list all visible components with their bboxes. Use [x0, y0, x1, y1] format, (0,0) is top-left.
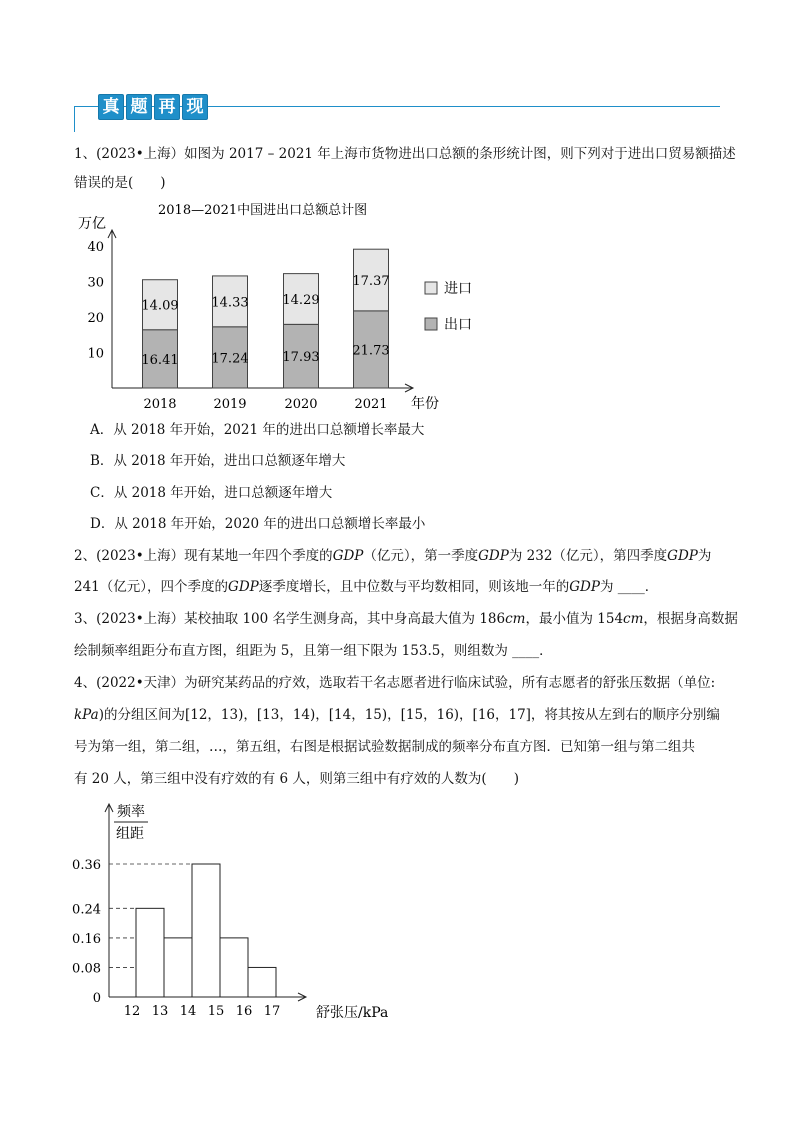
y-tick-label: 30 — [87, 275, 104, 291]
x-axis-label: 年份 — [411, 396, 439, 412]
x-tick-label: 17 — [263, 1004, 281, 1019]
data-label-import: 14.33 — [211, 295, 249, 311]
x-tick-label: 14 — [179, 1004, 197, 1019]
q3-text: 3、(2023•上海）某校抽取 100 名学生测身高，其中身高最大值为 186 — [74, 611, 506, 627]
q3-text: ，根据身高数据 — [643, 611, 738, 627]
x-tick-label: 16 — [235, 1004, 253, 1019]
q3-text: ，最小值为 154 — [525, 611, 624, 627]
banner-char: 再 — [154, 94, 180, 120]
q2-text: 逐季度增长，且中位数与平均数相同，则该地一年的 — [258, 579, 570, 595]
question-1-line-1: 1、(2023•上海）如图为 2017 – 2021 年上海市货物进出口总额的条形统计图，则下列对于进出口贸易额描述 — [74, 146, 736, 162]
x-tick-label: 13 — [151, 1004, 169, 1019]
y-tick-label: 20 — [87, 311, 104, 326]
banner-char: 题 — [126, 94, 152, 120]
y-tick-label: 0.36 — [72, 858, 101, 873]
question-1-line-2: 错误的是( ) — [74, 175, 166, 191]
q2-gdp: GDP — [478, 548, 509, 564]
y-tick-label: 40 — [87, 240, 104, 255]
banner-rule-corner — [74, 106, 98, 107]
y-axis-label: 万亿 — [78, 216, 106, 232]
origin-label: 0 — [92, 991, 101, 1006]
data-label-import: 14.29 — [282, 292, 320, 308]
question-4-line-2 — [74, 704, 720, 726]
histogram-bar — [136, 908, 164, 997]
histogram-bar — [192, 864, 220, 997]
histogram-bar — [220, 938, 248, 997]
y-tick-label: 0.08 — [72, 961, 101, 977]
q4-unit: kPa — [74, 707, 99, 723]
x-tick-label: 12 — [123, 1004, 141, 1019]
q2-text: 为 232（亿元），第四季度 — [508, 548, 668, 564]
q2-gdp: GDP — [332, 548, 364, 564]
banner-char: 现 — [182, 94, 208, 120]
banner-char: 真 — [98, 94, 124, 120]
x-tick-label: 2019 — [213, 397, 247, 412]
legend-label-import: 进口 — [444, 281, 472, 297]
question-4-line-4: 有 20 人，第三组中没有疗效的有 6 人，则第三组中有疗效的人数为( ) — [74, 771, 519, 787]
option-c[interactable]: C．从 2018 年开始，进口总额逐年增大 — [90, 485, 333, 501]
data-label-export: 17.24 — [211, 351, 249, 367]
legend-swatch-import — [425, 282, 437, 294]
question-2-line-2 — [74, 576, 658, 598]
question-2-line-1 — [74, 545, 711, 567]
q2-text: （亿元），第一季度 — [363, 548, 479, 564]
histogram-bar — [248, 967, 276, 997]
banner-rule-vertical — [74, 106, 75, 132]
data-label-export: 21.73 — [352, 343, 390, 359]
question-3-line-2: 绘制频率组距分布直方图，组距为 5，且第一组下限为 153.5，则组数为 ____． — [74, 643, 553, 659]
q2-gdp: GDP — [569, 579, 600, 595]
option-d[interactable]: D．从 2018 年开始，2020 年的进出口总额增长率最小 — [90, 516, 426, 532]
q2-gdp: GDP — [667, 548, 698, 564]
q2-gdp: GDP — [228, 579, 259, 595]
q3-unit: cm — [505, 611, 526, 627]
legend-swatch-export — [425, 318, 437, 330]
y-tick-label: 0.16 — [72, 931, 101, 947]
data-label-export: 16.41 — [141, 352, 179, 368]
x-tick-label: 2020 — [284, 397, 318, 412]
data-label-export: 17.93 — [282, 350, 320, 366]
data-label-import: 17.37 — [352, 274, 390, 290]
y-label-numerator: 频率 — [117, 804, 145, 820]
section-banner — [98, 94, 208, 120]
q2-text: 为 ____． — [599, 579, 659, 595]
q3-unit: cm — [623, 611, 644, 627]
stacked-bar-chart — [78, 198, 478, 418]
chart-2-marks — [72, 804, 388, 1021]
question-4-line-3: 号为第一组，第二组，…，第五组，右图是根据试验数据制成的频率分布直方图．已知第一组与第二组共 — [74, 739, 695, 755]
histogram-bar — [164, 938, 192, 997]
option-b[interactable]: B．从 2018 年开始，进出口总额逐年增大 — [90, 453, 346, 469]
x-tick-label: 15 — [207, 1004, 225, 1019]
q4-text: )的分组区间为[12，13)，[13，14)，[14，15)，[15，16)，[16，17]，将其按从左到右的顺序分别编 — [98, 707, 720, 723]
q2-text: 2、(2023•上海）现有某地一年四个季度的 — [74, 548, 333, 564]
q2-text: 241（亿元），四个季度的 — [74, 579, 229, 595]
x-tick-label: 2018 — [143, 397, 177, 412]
chart-1-marks — [78, 202, 472, 412]
legend-label-export: 出口 — [444, 317, 472, 333]
y-tick-label: 0.24 — [72, 902, 101, 918]
q2-text: 为 — [697, 548, 712, 564]
frequency-histogram — [72, 800, 414, 1025]
data-label-import: 14.09 — [141, 298, 179, 314]
chart-title: 2018—2021中国进出口总额总计图 — [158, 203, 368, 218]
question-3-line-1 — [74, 608, 738, 630]
option-a[interactable]: A．从 2018 年开始，2021 年的进出口总额增长率最大 — [90, 422, 425, 438]
y-tick-label: 10 — [87, 346, 104, 362]
x-tick-label: 2021 — [354, 397, 388, 412]
y-label-denominator: 组距 — [116, 826, 144, 842]
x-axis-label: 舒张压/kPa — [316, 1005, 389, 1021]
question-4-line-1: 4、(2022•天津）为研究某药品的疗效，选取若干名志愿者进行临床试验，所有志愿者的舒张压数据（单位: — [74, 675, 716, 691]
